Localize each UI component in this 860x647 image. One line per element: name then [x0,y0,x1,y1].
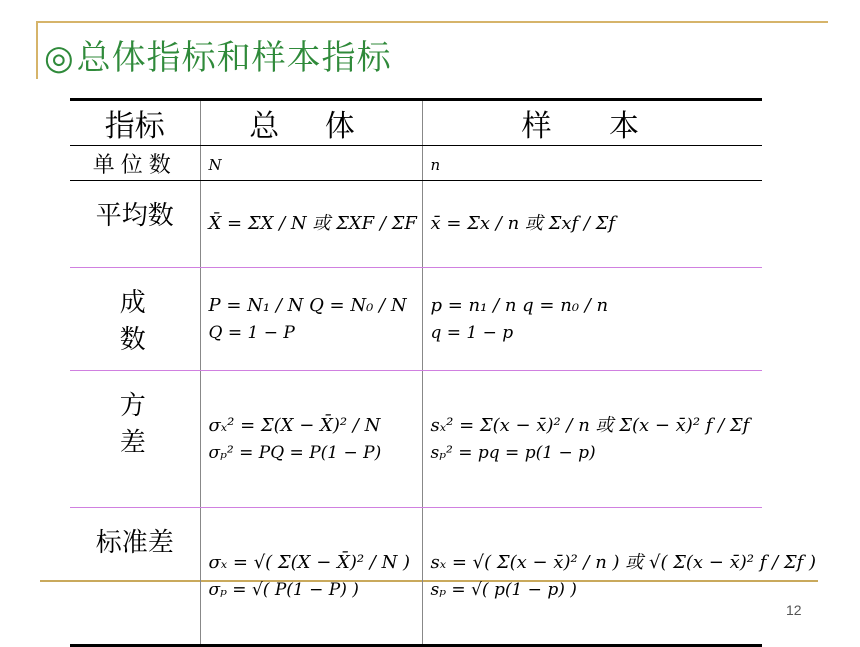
formula: sₚ = √( p(1 − p) ) [430,579,577,600]
row-label-variance: 方 差 [70,371,200,508]
population-mean [200,181,422,268]
formula: x̄ = Σx / n 或 Σxf / Σf [430,213,616,235]
formula: n [430,156,441,174]
sample-mean [422,181,762,268]
formula: N [208,156,222,174]
header-sample: 样 本 [422,100,762,146]
formula: σₓ = √( Σ(X − X̄)² / N ) [208,552,411,573]
table-row [70,508,762,646]
population-variance [200,371,422,508]
left-decor-line [36,21,38,79]
header-population: 总 体 [200,100,422,146]
slide-title [44,30,392,79]
title-text: 总体指标和样本指标 [76,38,392,78]
table-row [70,181,762,268]
formula: sₓ = √( Σ(x − x̄)² / n ) 或 √( Σ(x − x̄)² f / Σf ) [430,552,817,573]
table-header-row [70,100,762,146]
formula: σₓ² = Σ(X − X̄)² / N [208,415,381,436]
page-number: 12 [786,602,802,618]
sample-proportion [422,268,762,371]
formula: P = N₁ / N Q = N₀ / N [208,295,407,316]
formula: σₚ² = PQ = P(1 − P) [208,442,382,463]
row-label-mean: 平均数 [70,181,200,268]
formula: σₚ = √( P(1 − P) ) [208,579,359,600]
formula: Q = 1 − P [208,322,295,343]
row-label-std-dev: 标准差 [70,508,200,646]
table-row [70,371,762,508]
header-indicator: 指标 [70,100,200,146]
table-row [70,268,762,371]
top-decor-line [36,21,828,23]
formula: q = 1 − p [430,322,514,343]
population-std-dev [200,508,422,646]
title-bullet: ◎ [44,38,75,78]
row-label-proportion: 成 数 [70,268,200,371]
formula: X̄ = ΣX / N 或 ΣXF / ΣF [208,213,417,235]
population-unit-count [200,146,422,181]
table-row [70,146,762,181]
formula: sₚ² = pq = p(1 − p) [430,442,596,463]
formula: p = n₁ / n q = n₀ / n [430,295,609,316]
sample-variance [422,371,762,508]
population-proportion [200,268,422,371]
formula: sₓ² = Σ(x − x̄)² / n 或 Σ(x − x̄)² f / Σf [430,415,750,436]
sample-unit-count [422,146,762,181]
row-label-unit-count: 单位数 [70,146,200,181]
